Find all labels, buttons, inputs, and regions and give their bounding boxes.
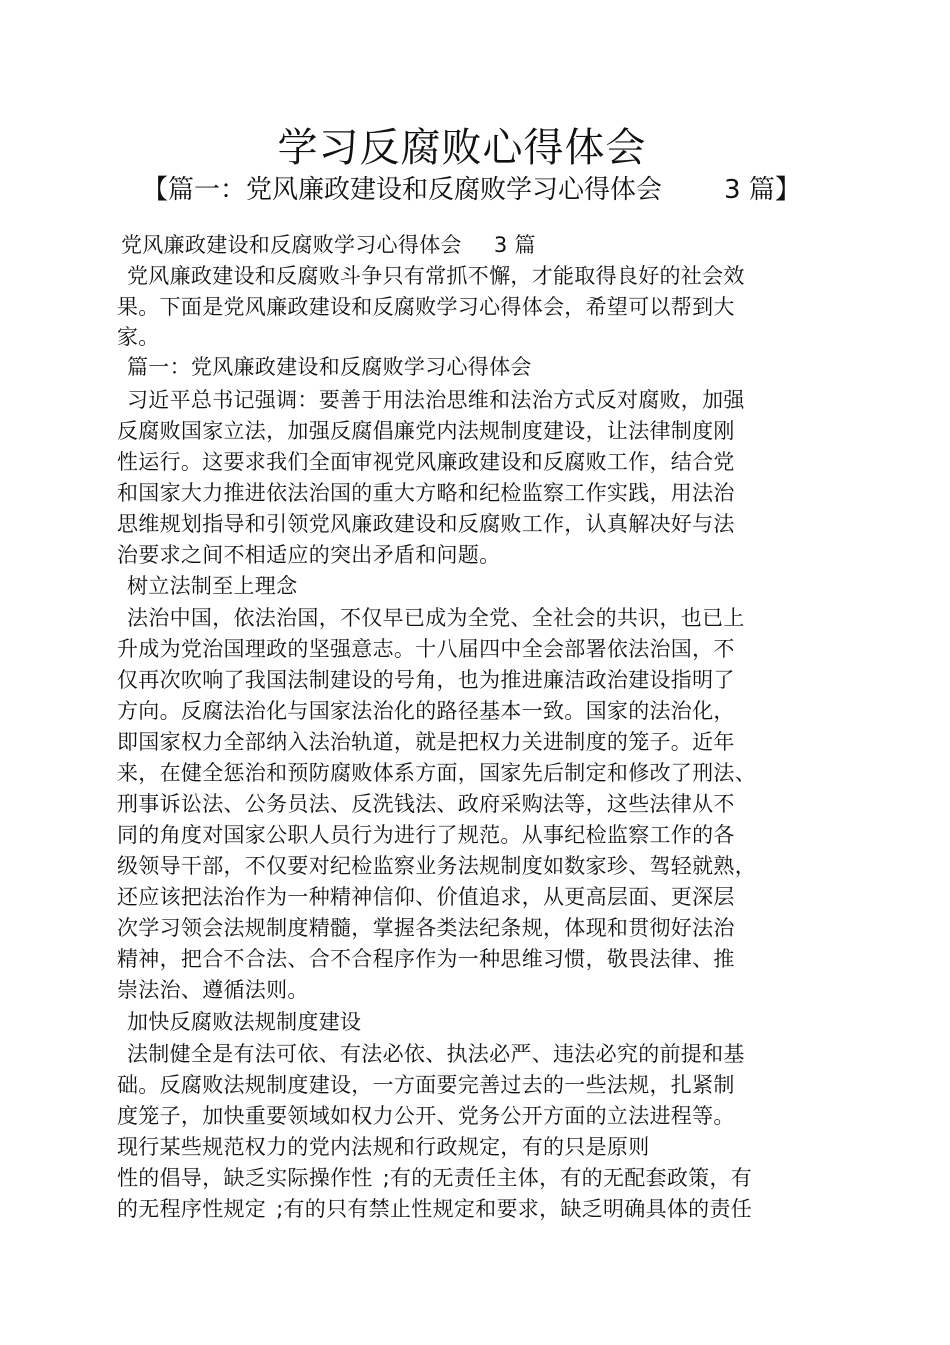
paragraph-line: 习近平总书记强调：要善于用法治思维和法治方式反对腐败，加强 — [127, 388, 745, 412]
paragraph-line: 度笼子，加快重要领域如权力公开、党务公开方面的立法进程等。 — [117, 1104, 735, 1128]
subtitle-count: 3 篇】 — [724, 175, 801, 205]
document-title: 学习反腐败心得体会 — [277, 125, 647, 171]
paragraph-line: 刑事诉讼法、公务员法、反洗钱法、政府采购法等，这些法律从不 — [117, 792, 735, 816]
line-segment: ;有的只有禁止性规定和要求，缺乏明确具体的责任 — [276, 1197, 753, 1221]
paragraph-line — [117, 1195, 752, 1223]
paragraph-line: 来，在健全惩治和预防腐败体系方面，国家先后制定和修改了刑法、 — [117, 761, 756, 785]
heading-line-text: 党风廉政建设和反腐败学习心得体会 — [121, 233, 462, 257]
heading-line-count: 3 篇 — [493, 233, 536, 257]
paragraph-line: 础。反腐败法规制度建设，一方面要完善过去的一些法规，扎紧制 — [117, 1073, 735, 1097]
document-subtitle — [142, 173, 801, 207]
paragraph-line: 家。 — [117, 325, 160, 349]
paragraph-line: 精神，把合不合法、合不合程序作为一种思维习惯，敬畏法律、推 — [117, 947, 735, 971]
paragraph-line — [117, 1164, 752, 1192]
line-segment: ;有的无责任主体，有的无配套政策，有 — [382, 1166, 753, 1190]
line-segment: 性的倡导，缺乏实际操作性 — [117, 1166, 373, 1190]
paragraph-line: 仅再次吹响了我国法制建设的号角，也为推进廉洁政治建设指明了 — [117, 668, 735, 692]
line-segment: 的无程序性规定 — [117, 1197, 267, 1221]
paragraph-line: 治要求之间不相适应的突出矛盾和问题。 — [117, 543, 501, 567]
paragraph-line: 还应该把法治作为一种精神信仰、价值追求，从更高层面、更深层 — [117, 885, 735, 909]
paragraph-line: 现行某些规范权力的党内法规和行政规定，有的只是原则 — [117, 1135, 650, 1159]
subtitle-text: 【篇一：党风廉政建设和反腐败学习心得体会 — [142, 175, 663, 205]
paragraph-line: 思维规划指导和引领党风廉政建设和反腐败工作，认真解决好与法 — [117, 512, 735, 536]
paragraph-line: 即国家权力全部纳入法治轨道，就是把权力关进制度的笼子。近年 — [117, 730, 735, 754]
section-heading: 篇一：党风廉政建设和反腐败学习心得体会 — [127, 355, 532, 379]
paragraph-line: 法治中国，依法治国，不仅早已成为全党、全社会的共识，也已上 — [127, 606, 745, 630]
paragraph-line: 果。下面是党风廉政建设和反腐败学习心得体会，希望可以帮到大 — [117, 295, 735, 319]
paragraph-line: 级领导干部，不仅要对纪检监察业务法规制度如数家珍、驾轻就熟， — [117, 854, 756, 878]
paragraph-line: 法制健全是有法可依、有法必依、执法必严、违法必究的前提和基 — [127, 1042, 745, 1066]
paragraph-line: 反腐败国家立法，加强反腐倡廉党内法规制度建设，让法律制度刚 — [117, 419, 735, 443]
section-heading: 树立法制至上理念 — [127, 574, 298, 598]
paragraph-line: 党风廉政建设和反腐败斗争只有常抓不懈，才能取得良好的社会效 — [127, 264, 745, 288]
paragraph-line: 同的角度对国家公职人员行为进行了规范。从事纪检监察工作的各 — [117, 823, 735, 847]
paragraph-line: 升成为党治国理政的坚强意志。十八届四中全会部署依法治国，不 — [117, 637, 735, 661]
paragraph-line: 方向。反腐法治化与国家法治化的路径基本一致。国家的法治化， — [117, 699, 735, 723]
section-heading: 加快反腐败法规制度建设 — [127, 1010, 362, 1034]
paragraph-line: 次学习领会法规制度精髓，掌握各类法纪条规，体现和贯彻好法治 — [117, 916, 735, 940]
paragraph-line: 和国家大力推进依法治国的重大方略和纪检监察工作实践，用法治 — [117, 481, 735, 505]
paragraph-line: 性运行。这要求我们全面审视党风廉政建设和反腐败工作，结合党 — [117, 450, 735, 474]
paragraph-line: 崇法治、遵循法则。 — [117, 978, 309, 1002]
heading-line — [121, 231, 536, 259]
